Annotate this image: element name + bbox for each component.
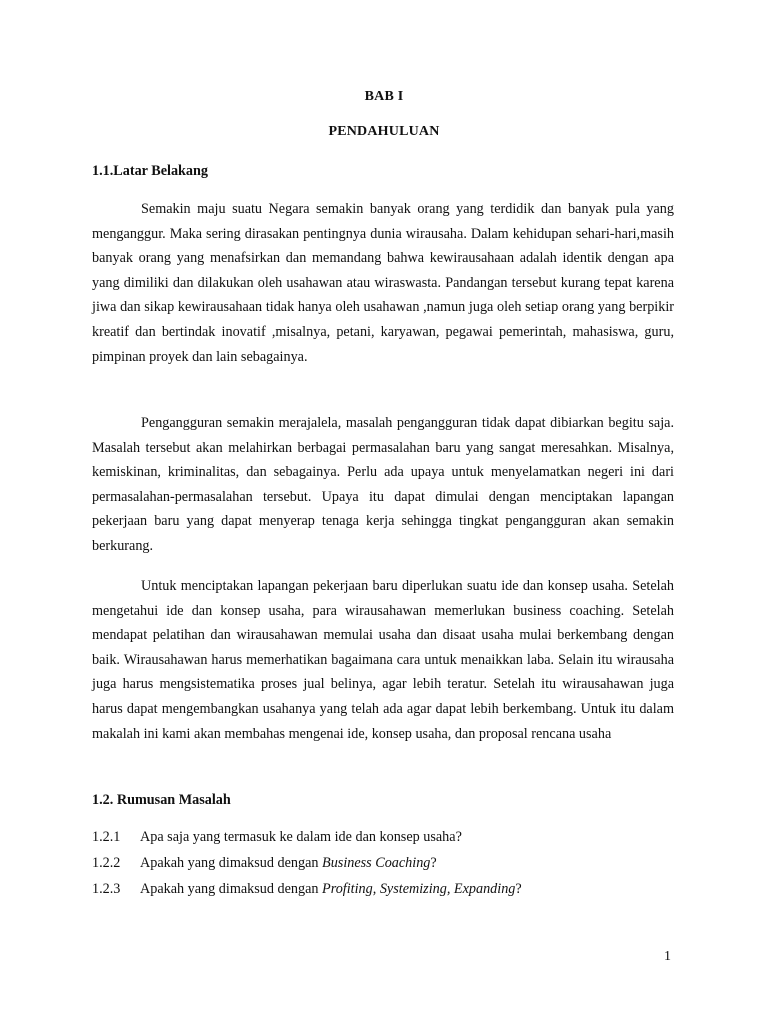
problem-list xyxy=(92,827,692,905)
list-item xyxy=(92,827,692,853)
list-item xyxy=(92,879,692,905)
list-item-text: Apakah yang dimaksud dengan xyxy=(140,881,323,897)
paragraph: Pengangguran semakin merajalela, masalah pengangguran tidak dapat dibiarkan begitu saja. Masalah tersebut akan melahirkan berbagai permasalahan baru yang sangat meresahkan. Misalnya, kemiskinan, kriminalitas, dan sebagainya. Perlu ada upaya untuk menyelamatkan negeri ini dari permasalahan-permasalahan tersebut. Upaya itu dapat dimulai dengan menciptakan lapangan pekerjaan baru yang dapat menyerap tenaga kerja sehingga tingkat pengangguran akan semakin berkurang. xyxy=(92,415,674,554)
section-heading-rumusan-masalah: 1.2. Rumusan Masalah xyxy=(92,792,231,808)
list-item-emphasis: Business Coaching xyxy=(322,855,431,871)
paragraph: Semakin maju suatu Negara semakin banyak orang yang terdidik dan banyak pula yang menganggur. Maka sering dirasakan pentingnya dunia wirausaha. Dalam kehidupan sehari-hari,masih banyak orang yang menafsirkan dan memandang bahwa kewirausahaan adalah identik dengan apa yang dimiliki dan dilakukan oleh usahawan atau wiraswasta. Pandangan tersebut kurang tepat karena jiwa dan sikap kewirausahaan tidak hanya oleh usahawan ,namun juga oleh setiap orang yang berpikir kreatif dan bertindak inovatif ,misalnya, petani, karyawan, pegawai pemerintah, mahasiswa, guru, pimpinan proyek dan lain sebagainya. xyxy=(92,201,674,365)
list-item xyxy=(92,853,692,879)
page-number: 1 xyxy=(664,949,671,964)
paragraph: Untuk menciptakan lapangan pekerjaan baru diperlukan suatu ide dan konsep usaha. Setelah mengetahui ide dan konsep usaha, para wirausahawan memerlukan business coaching. Setelah mendapat pelatihan dan wirausahawan memulai usaha dan disaat usaha mulai berkembang dengan baik. Wirausahawan harus memerhatikan bagaimana cara untuk menaikkan laba. Selain itu wirausaha juga harus mengsistematika proses jual belinya, agar lebih teratur. Setelah itu wirausahawan juga harus dapat mengembangkan usahanya yang telah ada agar dapat lebih berkembang. Untuk itu dalam makalah ini kami akan membahas mengenai ide, konsep usaha, dan proposal rencana usaha xyxy=(92,578,674,742)
chapter-title: PENDAHULUAN xyxy=(328,124,440,139)
list-item-text: Apakah yang dimaksud dengan xyxy=(140,855,323,871)
list-item-emphasis: Profiting, Systemizing, Expanding xyxy=(322,881,516,897)
list-item-number: 1.2.1 xyxy=(92,829,121,845)
list-item-suffix: ? xyxy=(515,881,522,897)
section-heading-latar-belakang: 1.1.Latar Belakang xyxy=(92,163,209,179)
chapter-number: BAB I xyxy=(364,89,404,104)
list-item-text: Apa saja yang termasuk ke dalam ide dan konsep usaha? xyxy=(140,829,462,845)
list-item-number: 1.2.3 xyxy=(92,881,121,897)
list-item-suffix: ? xyxy=(430,855,437,871)
list-item-number: 1.2.2 xyxy=(92,855,121,871)
